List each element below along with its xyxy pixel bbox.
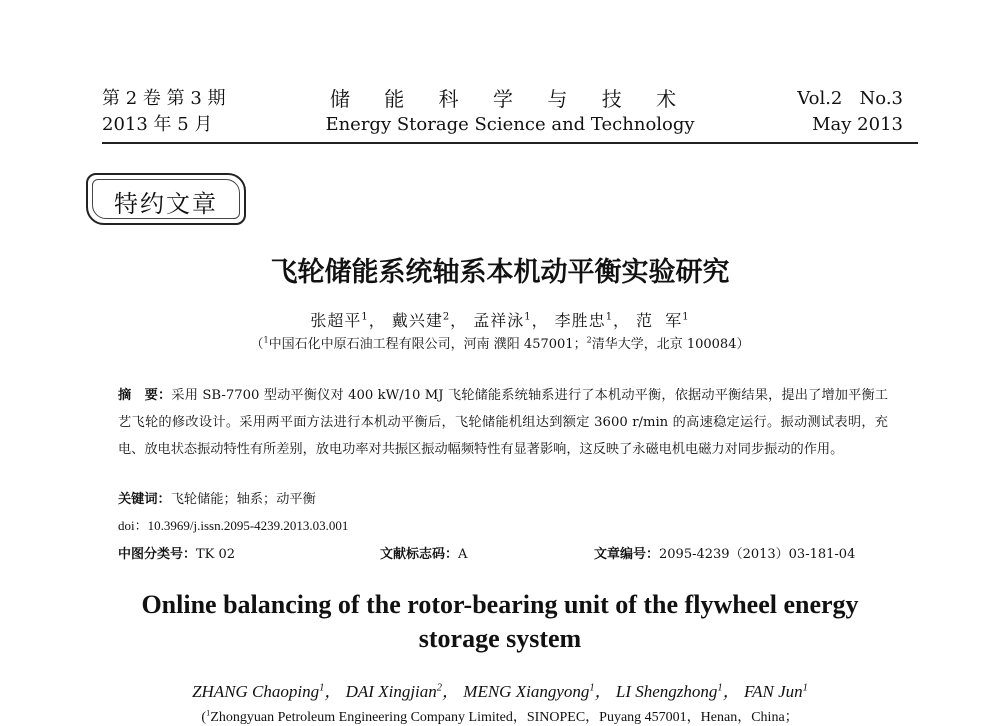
abstract-label: 摘 要：	[118, 388, 172, 403]
affiliation-en: ($^1$Zhongyuan Petroleum Engineering Company Limited，SINOPEC，Puyang 457001，Henan，China；	[201, 707, 799, 725]
journal-title-en: Energy Storage Science and Technology	[325, 114, 695, 135]
author-en: DAI Xingjian$^2$	[345, 682, 443, 701]
keywords-label: 关键词：	[118, 492, 171, 507]
article-number: 文章编号：2095-4239（2013）03-181-04	[594, 547, 856, 562]
abstract-text: 采用 SB-7700 型动平衡仪对 400 kW/10 MJ 飞轮储能系统轴系进行了本机动平衡，依据动平衡结果，提出了增加平衡工艺飞轮的修改设计。采用两平面方法进行本机动平衡后，飞轮储能机组达到额定 3600 r/min 的高速稳定运行。振动测试表明，充电、放电状态振动特性有所差别，放电功率对共振区振动幅频特性有显著影响，这反映了永磁电机电磁力对同步振动的作用。	[118, 388, 888, 457]
section-label: 特约文章	[114, 190, 218, 218]
volume-issue-cn: 第 2 卷 第 3 期	[102, 88, 226, 109]
author-list-en: ZHANG Chaoping$^1$， DAI Xingjian$^2$， MENG Xiangyong$^1$， LI Shengzhong$^1$， FAN Jun$^1$	[192, 682, 808, 701]
header-rule	[102, 142, 918, 144]
author-cn: 孟祥泳$^1$	[473, 311, 532, 330]
paper-title-en: Online balancing of the rotor-bearing unit of the flywheel energy storage system	[141, 590, 859, 653]
section-label-box	[86, 173, 246, 225]
author-cn: 李胜忠$^1$	[554, 311, 613, 330]
author-en: ZHANG Chaoping$^1$	[192, 682, 325, 701]
author-en: FAN Jun$^1$	[743, 682, 808, 701]
paper-title-cn: 飞轮储能系统轴系本机动平衡实验研究	[270, 257, 730, 288]
journal-title-cn: 储 能 科 学 与 技 术	[329, 87, 691, 111]
author-en: LI Shengzhong$^1$	[615, 682, 723, 701]
header-left	[102, 86, 226, 138]
keywords	[118, 488, 316, 507]
author-cn: 戴兴建$^2$	[391, 311, 451, 330]
author-cn: 张超平$^1$	[310, 311, 369, 330]
author-list-cn: 张超平$^1$， 戴兴建$^2$， 孟祥泳$^1$， 李胜忠$^1$， 范 军$^1$	[310, 311, 690, 330]
author-en: MENG Xiangyong$^1$	[463, 682, 595, 701]
header-right	[797, 86, 903, 138]
date-en: May 2013	[812, 114, 903, 135]
keywords-text: 飞轮储能；轴系；动平衡	[170, 492, 316, 507]
date-cn: 2013 年 5 月	[102, 114, 213, 135]
clc-number: 中图分类号：TK 02	[118, 547, 236, 562]
doi: doi：10.3969/j.issn.2095-4239.2013.03.001	[118, 518, 349, 533]
header-center	[300, 86, 720, 138]
document-code: 文献标志码：A	[380, 547, 468, 562]
abstract	[118, 382, 888, 463]
volume-issue-en: Vol.2 No.3	[797, 88, 903, 109]
author-cn: 范 军$^1$	[636, 311, 690, 330]
affiliation-cn: （$^1$中国石化中原石油工程有限公司，河南 濮阳 457001；$^2$清华大学，北京 100084）	[250, 335, 750, 352]
